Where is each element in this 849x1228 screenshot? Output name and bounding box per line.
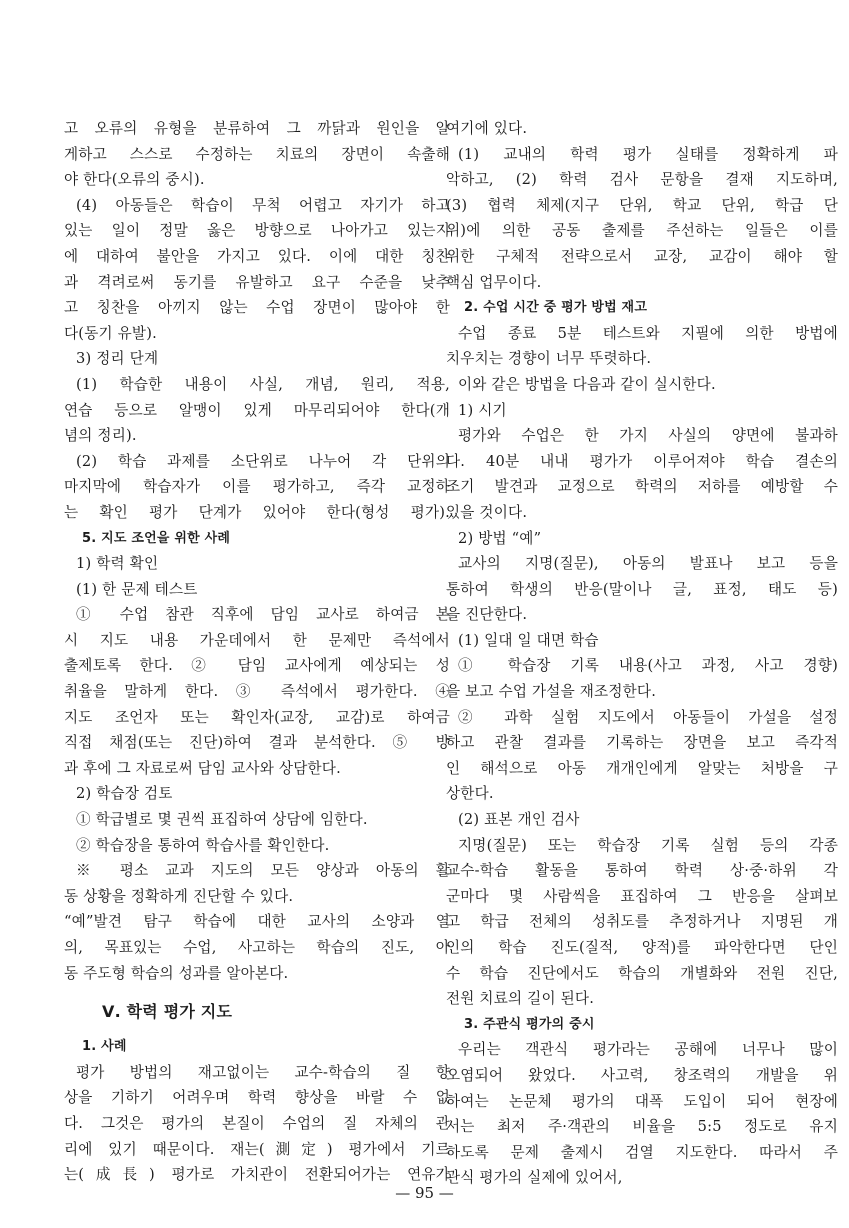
text-line: 출제토록 한다. ② 담임 교사에게 예상되는 성 [64, 657, 450, 675]
text-line: 인의 학습 진도(질적, 양적)를 파악한다면 단인 [446, 939, 838, 956]
text-line: 의, 목표있는 수업, 사고하는 학습의 진도, 아 [64, 939, 450, 956]
text-line: (1) 학습한 내용이 사실, 개념, 원리, 적용, [76, 375, 450, 393]
text-line: 오염되어 왔었다. 사고력, 창조력의 개발을 위 [446, 1066, 838, 1084]
text-line: 고 오류의 유형을 분류하여 그 까닭과 원인을 알 [64, 120, 450, 137]
text-line: ② 학습장을 통하여 학습사를 확인한다. [76, 836, 330, 854]
section-heading: 3. 주관식 평가의 중시 [464, 1016, 595, 1032]
text-line: 있을 것이다. [446, 503, 528, 521]
text-line: 고 칭찬을 아끼지 않는 수업 장면이 많아야 한 [64, 299, 450, 317]
text-line: 고 학급 전체의 성취도를 추정하거나 지명된 개 [446, 913, 838, 931]
text-line: ① 학습장 기록 내용(사고 과정, 사고 경향) [458, 657, 838, 675]
text-line: (1) 한 문제 테스트 [76, 580, 198, 598]
text-line: 조기 발견과 교정으로 학력의 저하를 예방할 수 [446, 478, 838, 496]
text-line: 야 한다(오류의 중시). [64, 171, 205, 189]
left-column [64, 116, 450, 1188]
text-line: 직접 채점(또는 진단)하여 결과 분석한다. ⑤ 방 [64, 734, 450, 752]
text-line: 다. 그것은 평가의 본질이 수업의 질 자체의 관 [64, 1114, 450, 1132]
text-line: 통하여 학생의 반응(말이나 글, 표정, 태도 등) [446, 580, 838, 598]
text-line: 있는 일이 정말 옳은 방향으로 나아가고 있는지 [64, 222, 450, 240]
text-line: 하고 관찰 결과를 기록하는 장면을 보고 즉각적 [446, 734, 838, 752]
text-line: 다. 40분 내내 평가가 이루어져야 학습 결손의 [446, 452, 838, 470]
text-line: 위한 구체적 전략으로서 교장, 교감이 해야 할 [446, 247, 838, 265]
text-line: “예”발견 탐구 학습에 대한 교사의 소양과 열 [64, 913, 450, 931]
text-line: (1) 교내의 학력 평가 실태를 정확하게 파 [458, 145, 838, 163]
text-line: (3) 협력 체제(지구 단위, 학교 단위, 학급 단 [446, 196, 838, 214]
chapter-heading: Ⅴ. 학력 평가 지도 [102, 1002, 233, 1022]
text-line: 게하고 스스로 수정하는 치료의 장면이 속출해 [64, 145, 450, 163]
text-line: 상을 기하기 어려우며 학력 향상을 바랄 수 없 [64, 1089, 450, 1107]
text-line: ※ 평소 교과 지도의 모든 양상과 아동의 활 [76, 862, 450, 880]
section-heading: 5. 지도 조언을 위한 사례 [82, 530, 231, 546]
text-line: ① 수업 참관 직후에 담임 교사로 하여금 본 [76, 606, 450, 624]
text-line: 다(동기 유발). [64, 324, 157, 342]
text-line: 1) 학력 확인 [76, 555, 159, 573]
text-line: 3) 정리 단계 [76, 350, 159, 368]
text-line: 교사의 지명(질문), 아동의 발표나 보고 등을 [458, 555, 838, 573]
text-line: 전원 치료의 길이 된다. [446, 990, 595, 1008]
text-line: 서는 최저 주·객관의 비율을 5:5 정도로 유지 [446, 1118, 838, 1136]
text-line: (4) 아동들은 학습이 무척 어렵고 자기가 하고 [76, 196, 450, 214]
text-line: 치우치는 경향이 너무 뚜렷하다. [446, 350, 652, 368]
text-line: ② 과학 실험 지도에서 아동들이 가설을 설정 [458, 708, 838, 726]
text-line: 리에 있기 때문이다. 재는(測定) 평가에서 기르 [64, 1140, 450, 1158]
text-line: 하여는 논문체 평가의 대폭 도입이 되어 현장에 [446, 1092, 838, 1110]
text-line: 연습 등으로 알맹이 있게 마무리되어야 한다(개 [64, 401, 450, 419]
text-line: 인 해석으로 아동 개개인에게 알맞는 처방을 구 [446, 759, 838, 777]
text-line: 2) 학습장 검토 [76, 785, 173, 803]
text-line: 지도 조언자 또는 확인자(교장, 교감)로 하여금 [64, 708, 450, 726]
text-line: 취율을 말하게 한다. ③ 즉석에서 평가한다. ④ [64, 683, 450, 701]
text-line: 시 지도 내용 가운데에서 한 문제만 즉석에서 [64, 631, 450, 649]
text-line: (1) 일대 일 대면 학습 [458, 631, 599, 649]
text-line: 을 진단한다. [446, 606, 528, 624]
text-line: (2) 학습 과제를 소단위로 나누어 각 단위의 [76, 452, 450, 470]
text-line: 핵심 업무이다. [446, 273, 542, 291]
text-line: 2) 방법 “예” [458, 529, 542, 547]
text-line: 동 상황을 정확하게 진단할 수 있다. [64, 887, 294, 905]
text-line: 군마다 몇 사람씩을 표집하여 그 반응을 살펴보 [446, 887, 838, 905]
text-line: 념의 정리). [64, 427, 137, 445]
text-line: 과 후에 그 자료로써 담임 교사와 상담한다. [64, 759, 341, 777]
text-line: 지명(질문) 또는 학습장 기록 실험 등의 각종 [458, 836, 838, 854]
text-line: 우리는 객관식 평가라는 공해에 너무나 많이 [458, 1041, 838, 1059]
text-line: 는 확인 평가 단계가 있어야 한다(형성 평가). [64, 503, 450, 521]
text-line: 상한다. [446, 785, 494, 803]
text-line: 수업 종료 5분 테스트와 지필에 의한 방법에 [458, 324, 838, 342]
text-line: 1) 시기 [458, 401, 507, 419]
text-line: 평가 방법의 재고없이는 교수-학습의 질 향 [76, 1063, 450, 1081]
text-line: 을 보고 수업 가설을 재조정한다. [446, 683, 657, 701]
text-line: 관식 평가의 실제에 있어서, [446, 1169, 623, 1187]
page-number: — 95 — [395, 1184, 454, 1202]
text-line: 평가와 수업은 한 가지 사실의 양면에 불과하 [458, 427, 838, 445]
text-line: 에 대하여 불안을 가지고 있다. 이에 대한 칭찬 [64, 247, 450, 265]
text-line: 수 학습 진단에서도 학습의 개별화와 전원 진단, [446, 964, 838, 982]
section-heading: 2. 수업 시간 중 평가 방법 재고 [464, 300, 648, 316]
text-line: 동 주도형 학습의 성과를 알아본다. [64, 964, 289, 982]
text-line: 위)에 의한 공동 출제를 주선하는 일들은 이를 [446, 222, 838, 240]
text-line: 이와 같은 방법을 다음과 같이 실시한다. [458, 375, 716, 393]
text-line: ① 학급별로 몇 권씩 표집하여 상담에 임한다. [76, 811, 368, 829]
text-line: 악하고, (2) 학력 검사 문항을 결재 지도하며, [446, 171, 838, 189]
text-line: 는(成長) 평가로 가치관이 전환되어가는 연유가 [64, 1166, 450, 1184]
text-line: 과 격려로써 동기를 유발하고 요구 수준을 낮추 [64, 273, 450, 291]
right-column [446, 116, 838, 1191]
text-line: 교수-학습 활동을 통하여 학력 상·중·하위 각 [446, 862, 838, 880]
text-line: 하도록 문제 출제시 검열 지도한다. 따라서 주 [446, 1143, 838, 1161]
text-line: (2) 표본 개인 검사 [458, 811, 580, 829]
text-line: 여기에 있다. [446, 120, 528, 137]
section-heading: 1. 사례 [82, 1039, 127, 1055]
text-line: 마지막에 학습자가 이를 평가하고, 즉각 교정하 [64, 478, 450, 496]
